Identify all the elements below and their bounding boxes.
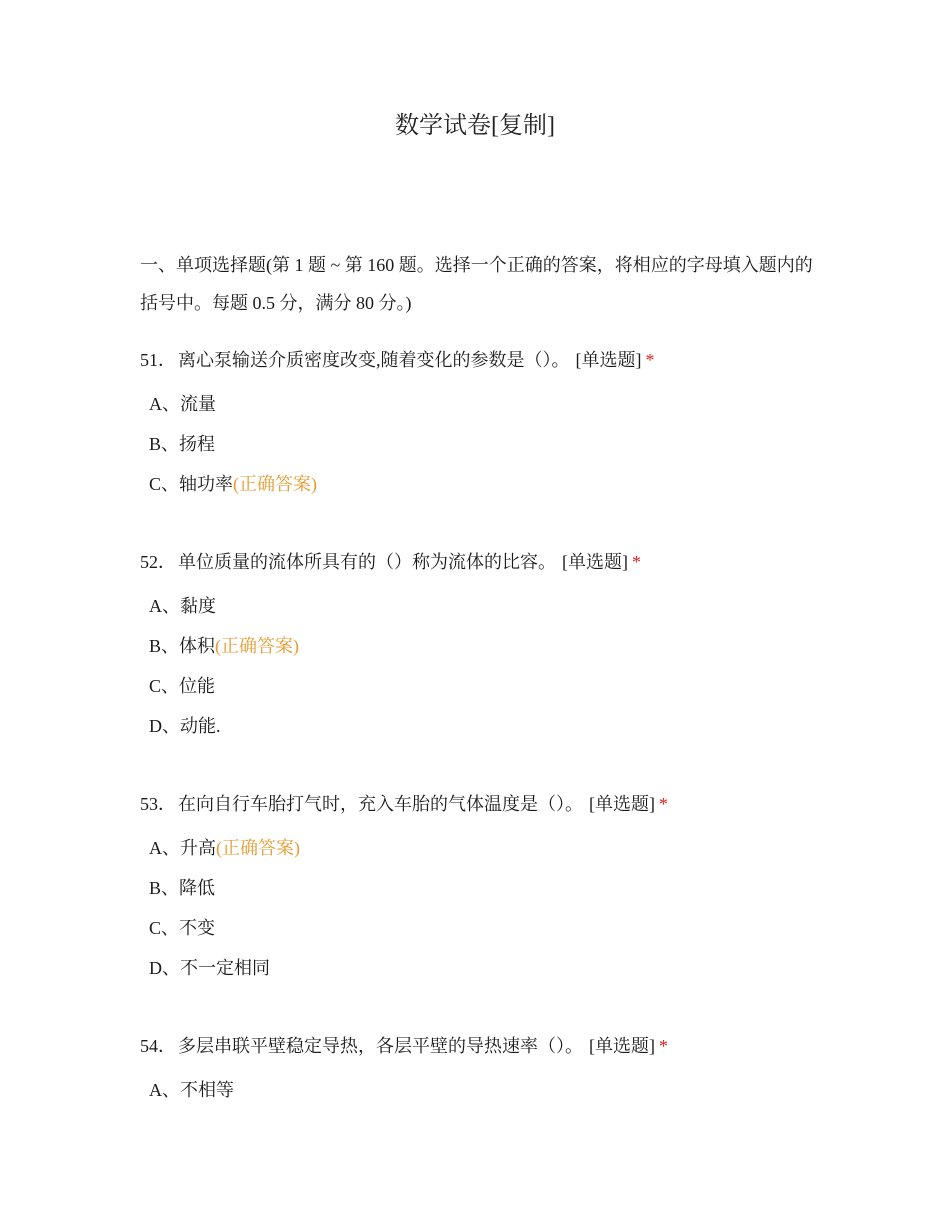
question-51 [140,345,840,509]
option-label: C、不变 [149,918,216,938]
option-a[interactable] [149,1075,840,1105]
question-number: 52． [140,552,176,572]
option-label: A、不相等 [149,1080,234,1100]
required-mark: * [645,350,655,370]
option-b[interactable] [149,631,840,661]
question-number: 54． [140,1036,176,1056]
question-54 [140,1031,840,1115]
option-b[interactable] [149,873,840,903]
option-label: C、位能 [149,676,216,696]
question-number: 51． [140,350,176,370]
correct-answer-tag: (正确答案) [233,474,318,494]
option-label: B、扬程 [149,434,216,454]
question-text: 单位质量的流体所具有的（）称为流体的比容。 [178,552,556,572]
option-label: B、体积 [149,636,216,656]
question-type: [单选题] [589,1036,655,1056]
question-text: 多层串联平壁稳定导热，各层平壁的导热速率（）。 [178,1036,583,1056]
option-list [140,833,840,983]
correct-answer-tag: (正确答案) [216,838,300,858]
question-text: 离心泵输送介质密度改变,随着变化的参数是（）。 [178,350,570,370]
correct-answer-tag: (正确答案) [215,636,300,656]
section-description: 一、单项选择题(第 1 题 ~ 第 160 题。选择一个正确的答案，将相应的字母填入题内的括号中。每题 0.5 分，满分 80 分。) [140,255,813,313]
required-mark: * [659,794,668,814]
question-text: 在向自行车胎打气时，充入车胎的气体温度是（）。 [178,794,583,814]
option-label: C、轴功率 [149,474,234,494]
option-label: D、动能. [149,716,221,736]
question-type: [单选题] [575,350,642,370]
option-label: A、黏度 [149,596,216,616]
option-list [140,591,840,741]
question-53 [140,789,840,993]
option-list [140,389,840,499]
question-stem [140,1031,840,1061]
question-type: [单选题] [562,552,628,572]
page-title: 数学试卷[复制] [395,113,555,139]
option-d[interactable] [149,953,840,983]
option-list [140,1075,840,1105]
option-c[interactable] [149,913,840,943]
option-d[interactable] [149,711,840,741]
required-mark: * [632,552,641,572]
question-stem [140,547,840,577]
option-label: D、不一定相同 [149,958,270,978]
option-a[interactable] [149,833,840,863]
option-c[interactable] [149,671,840,701]
option-label: B、降低 [149,878,216,898]
question-stem [140,345,840,375]
question-number: 53． [140,794,176,814]
option-a[interactable] [149,389,840,419]
option-c[interactable] [149,469,840,499]
question-stem [140,789,840,819]
option-a[interactable] [149,591,840,621]
required-mark: * [659,1036,668,1056]
question-52 [140,547,840,751]
question-type: [单选题] [589,794,655,814]
option-b[interactable] [149,429,840,459]
option-label: A、流量 [149,394,216,414]
option-label: A、升高 [149,838,216,858]
